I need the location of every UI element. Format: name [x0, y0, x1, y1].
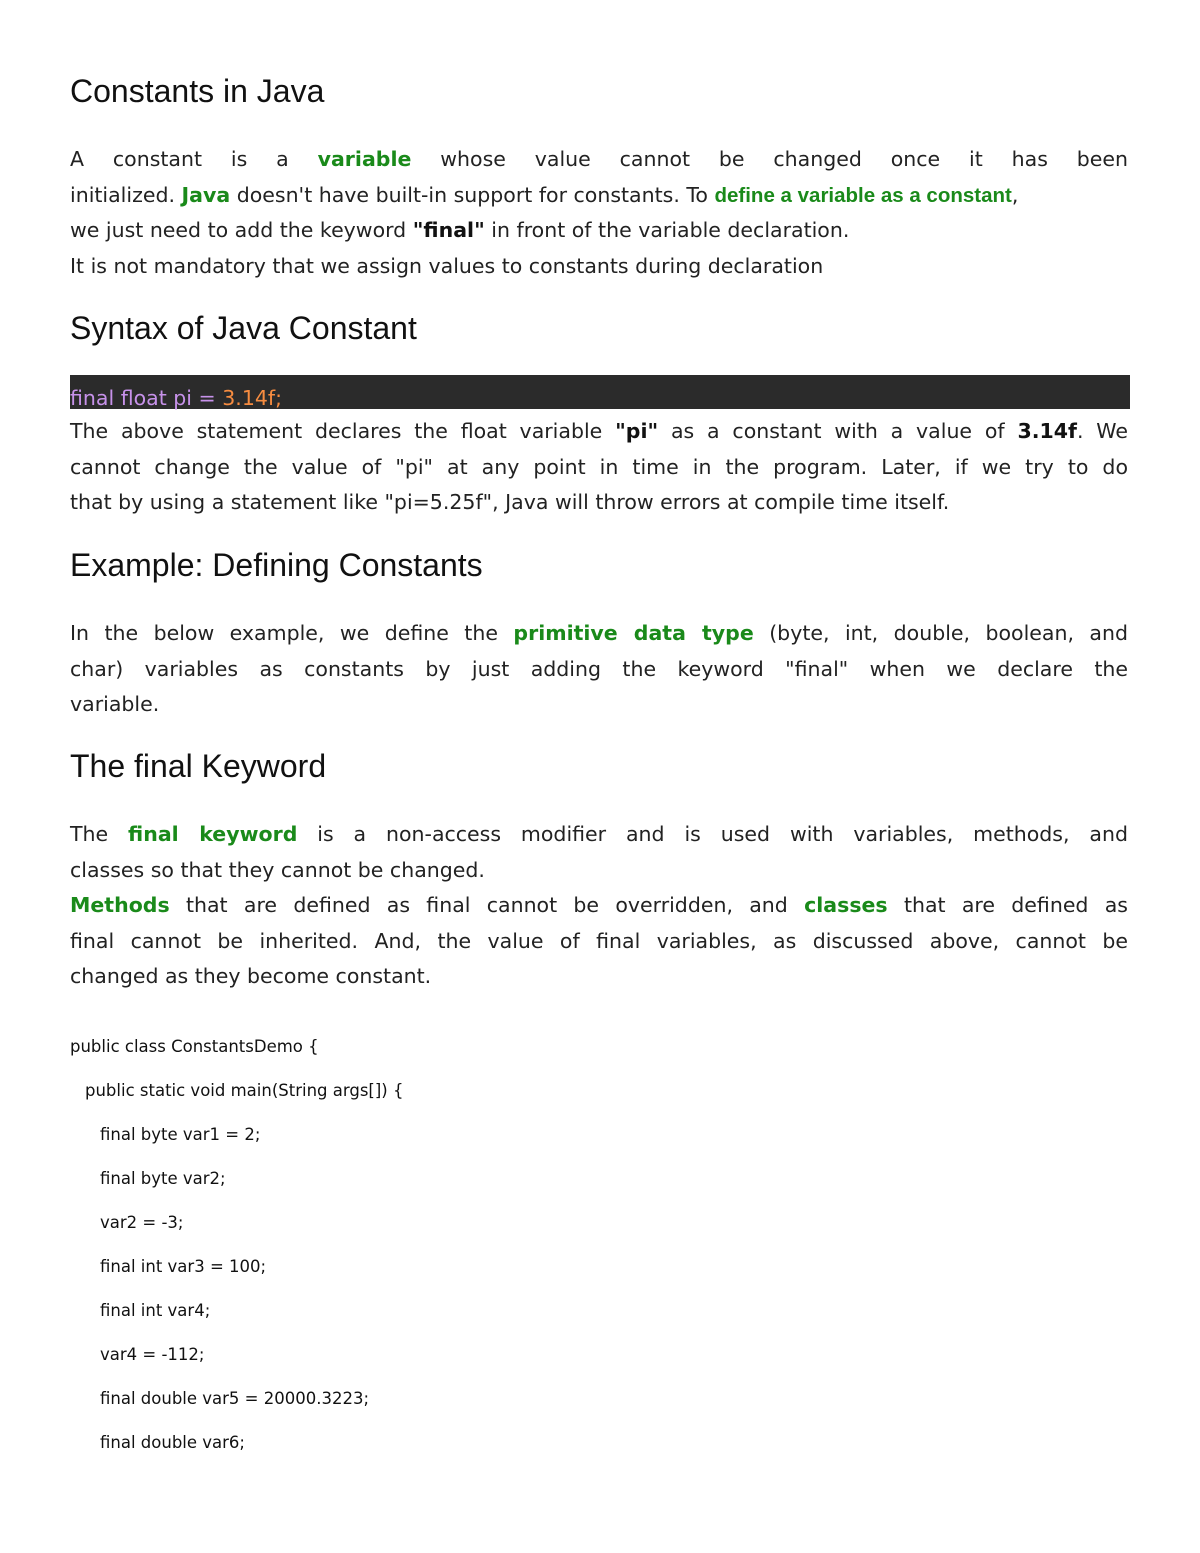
syntax-description — [70, 414, 1128, 521]
final-line-5: changed as they become constant. — [70, 964, 432, 988]
syntax-line-3: that by using a statement like "pi=5.25f", Java will throw errors at compile time itself. — [70, 490, 950, 514]
intro-line-1: A constant is a variable whose value cannot be changed once it has been — [70, 147, 1128, 171]
code-line: final int var4; — [100, 1301, 211, 1320]
code-line: var4 = -112; — [100, 1345, 205, 1364]
example-line-3: variable. — [70, 692, 160, 716]
intro-line-4: It is not mandatory that we assign values to constants during declaration — [70, 253, 824, 278]
code-line: public static void main(String args[]) { — [85, 1081, 404, 1100]
example-line-1: In the below example, we define the primitive data type (byte, int, double, boolean, and — [70, 621, 1128, 645]
final-line-2: classes so that they cannot be changed. — [70, 857, 485, 882]
final-line-4: final cannot be inherited. And, the value of final variables, as discussed above, cannot be — [70, 928, 1128, 953]
example-line-2: char) variables as constants by just adding the keyword "final" when we declare the — [70, 656, 1128, 681]
heading-constants-in-java: Constants in Java — [70, 73, 325, 109]
keyword-final-bold: "final" — [412, 218, 485, 242]
link-classes[interactable]: classes — [804, 893, 888, 917]
link-final-keyword[interactable]: final keyword — [128, 822, 298, 846]
final-keyword-description — [70, 817, 1128, 995]
code-line: public class ConstantsDemo { — [70, 1037, 319, 1056]
code-line: var2 = -3; — [100, 1213, 184, 1232]
code-line: final double var5 = 20000.3223; — [100, 1389, 370, 1408]
code-line: final int var3 = 100; — [100, 1257, 267, 1276]
code-line: final byte var2; — [100, 1169, 226, 1188]
code-line: final byte var1 = 2; — [100, 1125, 261, 1144]
syntax-code-line: final float pi = 3.14f; — [70, 386, 283, 410]
code-line: final double var6; — [100, 1433, 245, 1452]
intro-paragraph — [70, 142, 1128, 284]
intro-line-3: we just need to add the keyword "final" in front of the variable declaration. — [70, 218, 850, 242]
link-variable[interactable]: variable — [317, 147, 412, 171]
final-line-1: The final keyword is a non-access modifier and is used with variables, methods, and — [70, 822, 1128, 846]
link-java[interactable]: Java — [181, 182, 231, 207]
example-description — [70, 616, 1128, 723]
intro-line-2: initialized. Java doesn't have built-in support for constants. To define a variable as a constant, — [70, 182, 1019, 207]
syntax-line-2: cannot change the value of "pi" at any point in time in the program. Later, if we try to do — [70, 454, 1128, 479]
heading-example: Example: Defining Constants — [70, 547, 483, 583]
link-primitive-data-type[interactable]: primitive data type — [513, 621, 754, 645]
syntax-line-1: The above statement declares the float variable "pi" as a constant with a value of 3.14f. We — [70, 419, 1128, 443]
heading-final-keyword: The final Keyword — [70, 748, 327, 784]
link-methods[interactable]: Methods — [70, 893, 170, 917]
final-line-3: Methods that are defined as final cannot be overridden, and classes that are defined as — [70, 893, 1128, 917]
heading-syntax: Syntax of Java Constant — [70, 310, 417, 346]
link-define-variable-as-constant[interactable]: define a variable as a constant — [714, 183, 1012, 207]
